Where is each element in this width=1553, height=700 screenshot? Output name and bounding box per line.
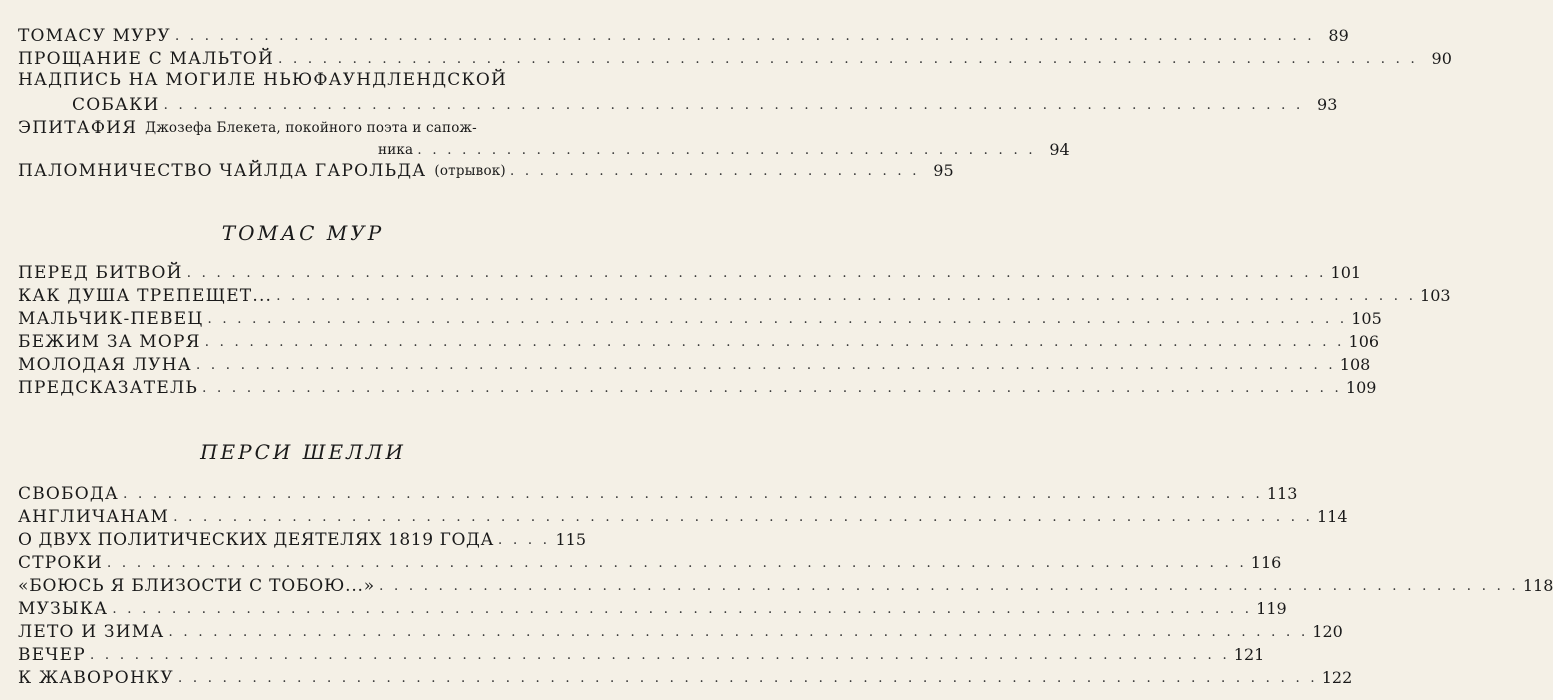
- entry-page-number: 106: [1348, 332, 1380, 351]
- entry-title: НАДПИСЬ НА МОГИЛЕ НЬЮФАУНДЛЕНДСКОЙ: [18, 70, 508, 90]
- dot-leader: . . . . . . . . . . . . . . . . . . . . . . . . . . . . . . . . . . . . . . . . . . . . . . . . . . . . . . . . . . . . . . . . . . . . . . . . . . . . .: [207, 311, 1348, 327]
- dot-leader: . . . . . . . . . . . . . . . . . . . . . . . . . . . . . . . . . . . . . . . . . . . . . . . . . . . . . . . . . . . . . . . . . . . . . . . . . . . . .: [106, 555, 1247, 571]
- section-heading: ПЕРСИ ШЕЛЛИ: [200, 440, 406, 464]
- dot-leader: . . . . . . . . . . . . . . . . . . . . . . . . . . . . . . . . . . . . . . . . . . . . . . . . . . . . . . . . . . . . . . . . . . . . . . . . . . . . .: [168, 624, 1309, 640]
- toc-entry: [18, 114, 586, 138]
- toc-entry: [18, 595, 1287, 619]
- entry-subtitle: Джозефа Блекета, покойного поэта и сапож-: [145, 120, 477, 136]
- toc-entry: [18, 351, 1371, 375]
- toc-entry: [18, 305, 1382, 329]
- entry-page-number: 101: [1330, 263, 1362, 282]
- entry-title: ПРЕДСКАЗАТЕЛЬ: [18, 378, 198, 398]
- entry-title: КАК ДУША ТРЕПЕЩЕТ...: [18, 286, 273, 306]
- entry-title: МАЛЬЧИК-ПЕВЕЦ: [18, 309, 204, 329]
- dot-leader: . . . . . . . . . . . . . . . . . . . . . . . . . . . . . . . . . . . . . . . . . . . . . . . . . . . . . . . . . . . . . . . . . . . . . . . . . . . . .: [195, 357, 1336, 373]
- entry-title: МОЛОДАЯ ЛУНА: [18, 355, 192, 375]
- entry-page-number: 93: [1317, 95, 1338, 114]
- toc-entry: [18, 503, 1348, 527]
- entry-title: СТРОКИ: [18, 553, 103, 573]
- dot-leader: . . . . . . . . . . . . . . . . . . . . . . . . . . . . . . . . . . . . . . . . . . . . . . . . . . . . . . . . . . . . . . . . . . . . . . . . . . . . .: [122, 486, 1263, 502]
- dot-leader: . . . . . . . . . . . . . . . . . . . . . . . . . . . . . . . . . . . . . . . . . . . . . . . . . . . . . . . . . . . . . . . . . . . . . . . . . . . . .: [204, 334, 1345, 350]
- entry-page-number: 118: [1522, 576, 1553, 595]
- entry-title: СОБАКИ: [72, 95, 160, 115]
- toc-entry: [18, 91, 1338, 115]
- entry-page-number: 95: [933, 161, 954, 180]
- dot-leader: . . . .: [497, 532, 551, 548]
- entry-title: «БОЮСЬ Я БЛИЗОСТИ С ТОБОЮ...»: [18, 576, 375, 596]
- entry-subtitle: ника: [378, 142, 414, 158]
- section-heading: ТОМАС МУР: [221, 221, 385, 245]
- dot-leader: . . . . . . . . . . . . . . . . . . . . . . . . . . . . . . . . . . . . . . . . . . . . . . . . . . . . . . . . . . . . . . . . . . . . . . . . . . . . .: [276, 288, 1417, 304]
- dot-leader: . . . . . . . . . . . . . . . . . . . . . . . . . . . . . . . . . . . . . . . . . . . . . . . . . . . . . . . . . . . . . . . . . . . . . . . . . . . . .: [89, 647, 1230, 663]
- dot-leader: . . . . . . . . . . . . . . . . . . . . . . . . . . . . . . . . . . . . . . . . . . . . . . . . . . . . . . . . . . . . . . . . . . . . . . . . . . . . .: [112, 601, 1253, 617]
- dot-leader: . . . . . . . . . . . . . . . . . . . . . . . . . . . . . . . . . . . . . . . . . . . . . . . . . . . . . . . . . . . . . . . . . . . . . . . . . . . . .: [378, 578, 1519, 594]
- entry-page-number: 113: [1266, 484, 1298, 503]
- toc-entry: [18, 480, 1298, 504]
- toc-entry: [18, 641, 1265, 665]
- entry-page-number: 105: [1351, 309, 1382, 328]
- entry-page-number: 121: [1233, 645, 1265, 664]
- entry-page-number: 109: [1345, 378, 1377, 397]
- entry-page-number: 119: [1256, 599, 1287, 618]
- toc-entry: [18, 374, 1377, 398]
- entry-subtitle: (отрывок): [434, 163, 506, 179]
- toc-entry: [18, 526, 586, 550]
- dot-leader: . . . . . . . . . . . . . . . . . . . . . . . . . . . . . . . . . . . . . . . . . . . . . . . . . . . . . . . . . . . . . . . . . . . . . . . . . . . . .: [173, 509, 1313, 525]
- dot-leader: . . . . . . . . . . . . . . . . . . . . . . . . . . . . . . . . . . . . . . . . . . . . . . . . . . . . . . . . . . . . . . . . . . . . . . . . . . . . .: [186, 265, 1327, 281]
- entry-title: ВЕЧЕР: [18, 645, 86, 665]
- dot-leader: . . . . . . . . . . . . . . . . . . . . . . . . . . . . . . . . . . . . . . . . . . . . . . . . . . . . . . . . . . . . . . . . . . . . . . . . . . . . .: [202, 380, 1342, 396]
- entry-title: ЛЕТО И ЗИМА: [18, 622, 165, 642]
- entry-page-number: 120: [1312, 622, 1343, 641]
- entry-page-number: 89: [1328, 26, 1349, 45]
- entry-page-number: 115: [555, 530, 586, 549]
- toc-entry: [18, 618, 1343, 642]
- entry-title: ПАЛОМНИЧЕСТВО ЧАЙЛДА ГАРОЛЬДА: [18, 161, 427, 181]
- toc-entry: [18, 259, 1362, 283]
- toc-entry: [18, 549, 1282, 573]
- toc-entry: [18, 328, 1380, 352]
- entry-page-number: 108: [1339, 355, 1371, 374]
- entry-title: ПРОЩАНИЕ С МАЛЬТОЙ: [18, 49, 274, 69]
- entry-title: СВОБОДА: [18, 484, 119, 504]
- dot-leader: . . . . . . . . . . . . . . . . . . . . . . . . . . . . . . . . . . . . . . . . . . . . . . . . . . . . . . . . . . . . . . . . . . . . . . . . . . . . .: [277, 51, 1418, 67]
- entry-page-number: 94: [1049, 140, 1070, 159]
- toc-entry: [18, 157, 954, 181]
- dot-leader: . . . . . . . . . . . . . . . . . . . . . . . . . . . . . . . . . . . . . . . . . . . . . . . . . . . . . . . . . . . . . . . . . . . . . . . . . . . . .: [163, 97, 1304, 113]
- entry-title: ТОМАСУ МУРУ: [18, 26, 171, 46]
- entry-page-number: 90: [1431, 49, 1452, 68]
- toc-entry: [18, 66, 586, 90]
- entry-title: К ЖАВОРОНКУ: [18, 668, 174, 688]
- entry-page-number: 103: [1420, 286, 1451, 305]
- entry-title: О ДВУХ ПОЛИТИЧЕСКИХ ДЕЯТЕЛЯХ 1819 ГОДА: [18, 530, 494, 550]
- dot-leader: . . . . . . . . . . . . . . . . . . . . . . . . . . . .: [509, 163, 920, 179]
- dot-leader: . . . . . . . . . . . . . . . . . . . . . . . . . . . . . . . . . . . . . . . . . . . . . . . . . . . . . . . . . . . . . . . . . . . . . . . . . . . . .: [177, 670, 1318, 686]
- entry-title: МУЗЫКА: [18, 599, 109, 619]
- entry-title: ЭПИТАФИЯ: [18, 118, 138, 138]
- toc-entry: [18, 22, 1349, 46]
- dot-leader: . . . . . . . . . . . . . . . . . . . . . . . . . . . . . . . . . . . . . . . . . . . . . . . . . . . . . . . . . . . . . . . . . . . . . . . . . . . . .: [174, 28, 1315, 44]
- entry-title: БЕЖИМ ЗА МОРЯ: [18, 332, 201, 352]
- dot-leader: . . . . . . . . . . . . . . . . . . . . . . . . . . . . . . . . . . . . . . . . . .: [417, 142, 1036, 158]
- entry-page-number: 116: [1250, 553, 1282, 572]
- entry-title: АНГЛИЧАНАМ: [18, 507, 170, 527]
- toc-entry: [18, 282, 1451, 306]
- entry-page-number: 114: [1316, 507, 1348, 526]
- entry-title: ПЕРЕД БИТВОЙ: [18, 263, 183, 283]
- toc-entry: [18, 664, 1353, 688]
- entry-page-number: 122: [1321, 668, 1353, 687]
- toc-entry: [18, 572, 1553, 596]
